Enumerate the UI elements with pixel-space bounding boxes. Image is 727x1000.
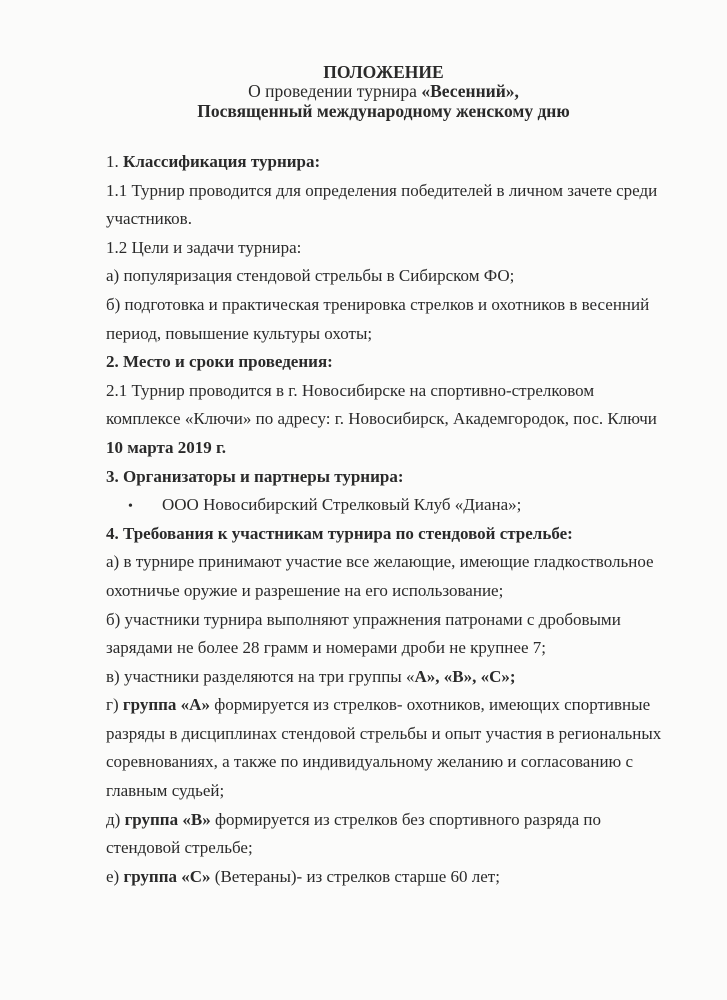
groups-list: А», «В», «С»; xyxy=(414,666,516,686)
requirement-a: а) в турнире принимают участие все желающие, имеющие гладкоствольное xyxy=(106,552,654,572)
requirement-g-cont: соревнованиях, а также по индивидуальному желанию и согласованию с xyxy=(106,752,634,772)
organizer-list-item xyxy=(106,491,706,520)
text: г) xyxy=(106,695,123,715)
section-title: 2. Место и сроки проведения: xyxy=(106,352,333,372)
requirement-e xyxy=(106,863,706,892)
requirement-b-cont: зарядами не более 28 грамм и номерами дроби не крупнее 7; xyxy=(106,638,546,658)
requirement-v xyxy=(106,663,706,692)
goal-b-cont: период, повышение культуры охоты; xyxy=(106,323,373,343)
subtitle-prefix: О проведении турнира xyxy=(248,81,422,101)
document-body xyxy=(106,148,706,891)
organizer-name: ООО Новосибирский Стрелковый Клуб «Диана»; xyxy=(162,495,522,515)
document-subtitle xyxy=(20,81,727,101)
requirement-d-cont: стендовой стрельбе; xyxy=(106,838,253,858)
document-dedication: Посвященный международному женскому дню xyxy=(197,101,570,121)
group-b-label: группа «В» xyxy=(124,809,211,829)
section-title: Классификация турнира: xyxy=(123,152,321,171)
date-text: 10 марта 2019 г. xyxy=(106,437,227,457)
paragraph-1-1-cont: участников. xyxy=(106,209,192,229)
text: формируется из стрелков- охотников, имеющих спортивные xyxy=(209,695,651,715)
text: (Ветераны)- из стрелков старше 60 лет; xyxy=(210,866,500,886)
bullet-icon: • xyxy=(128,499,133,515)
text: д) xyxy=(106,809,125,829)
text: е) xyxy=(106,866,124,886)
paragraph-1-1: 1.1 Турнир проводится для определения победителей в личном зачете среди xyxy=(106,180,658,200)
event-date xyxy=(106,434,706,463)
requirement-g-cont: главным судьей; xyxy=(106,781,225,801)
goal-b: б) подготовка и практическая тренировка стрелков и охотников в весенний xyxy=(106,294,650,314)
section-3-heading xyxy=(106,463,706,492)
tournament-name: «Весенний», xyxy=(421,81,519,101)
section-4-heading xyxy=(106,520,706,549)
section-number: 1. xyxy=(106,152,123,171)
section-title: 4. Требования к участникам турнира по стендовой стрельбе: xyxy=(106,523,573,543)
group-a-label: группа «А» xyxy=(122,695,210,715)
section-1-heading xyxy=(106,148,706,177)
paragraph-1-2: 1.2 Цели и задачи турнира: xyxy=(106,237,302,257)
requirement-g xyxy=(106,691,706,720)
paragraph-2-1-cont: комплексе «Ключи» по адресу: г. Новосибирск, Академгородок, пос. Ключи xyxy=(106,409,657,429)
document-title: ПОЛОЖЕНИЕ xyxy=(323,62,444,82)
section-2-heading xyxy=(106,348,706,377)
paragraph-2-1: 2.1 Турнир проводится в г. Новосибирске на спортивно-стрелковом xyxy=(106,380,595,400)
text: в) участники разделяются на три группы « xyxy=(106,666,415,686)
text: формируется из стрелков без спортивного разряда по xyxy=(210,809,601,829)
goal-a: а) популяризация стендовой стрельбы в Сибирском ФО; xyxy=(106,266,515,286)
section-title: 3. Организаторы и партнеры турнира: xyxy=(106,466,404,486)
requirement-g-cont: разряды в дисциплинах стендовой стрельбы и опыт участия в региональных xyxy=(106,723,662,743)
group-c-label: группа «С» xyxy=(123,866,211,886)
requirement-b: б) участники турнира выполняют упражнения патронами с дробовыми xyxy=(106,609,621,629)
requirement-a-cont: охотничье оружие и разрешение на его использование; xyxy=(106,580,504,600)
requirement-d xyxy=(106,806,706,835)
